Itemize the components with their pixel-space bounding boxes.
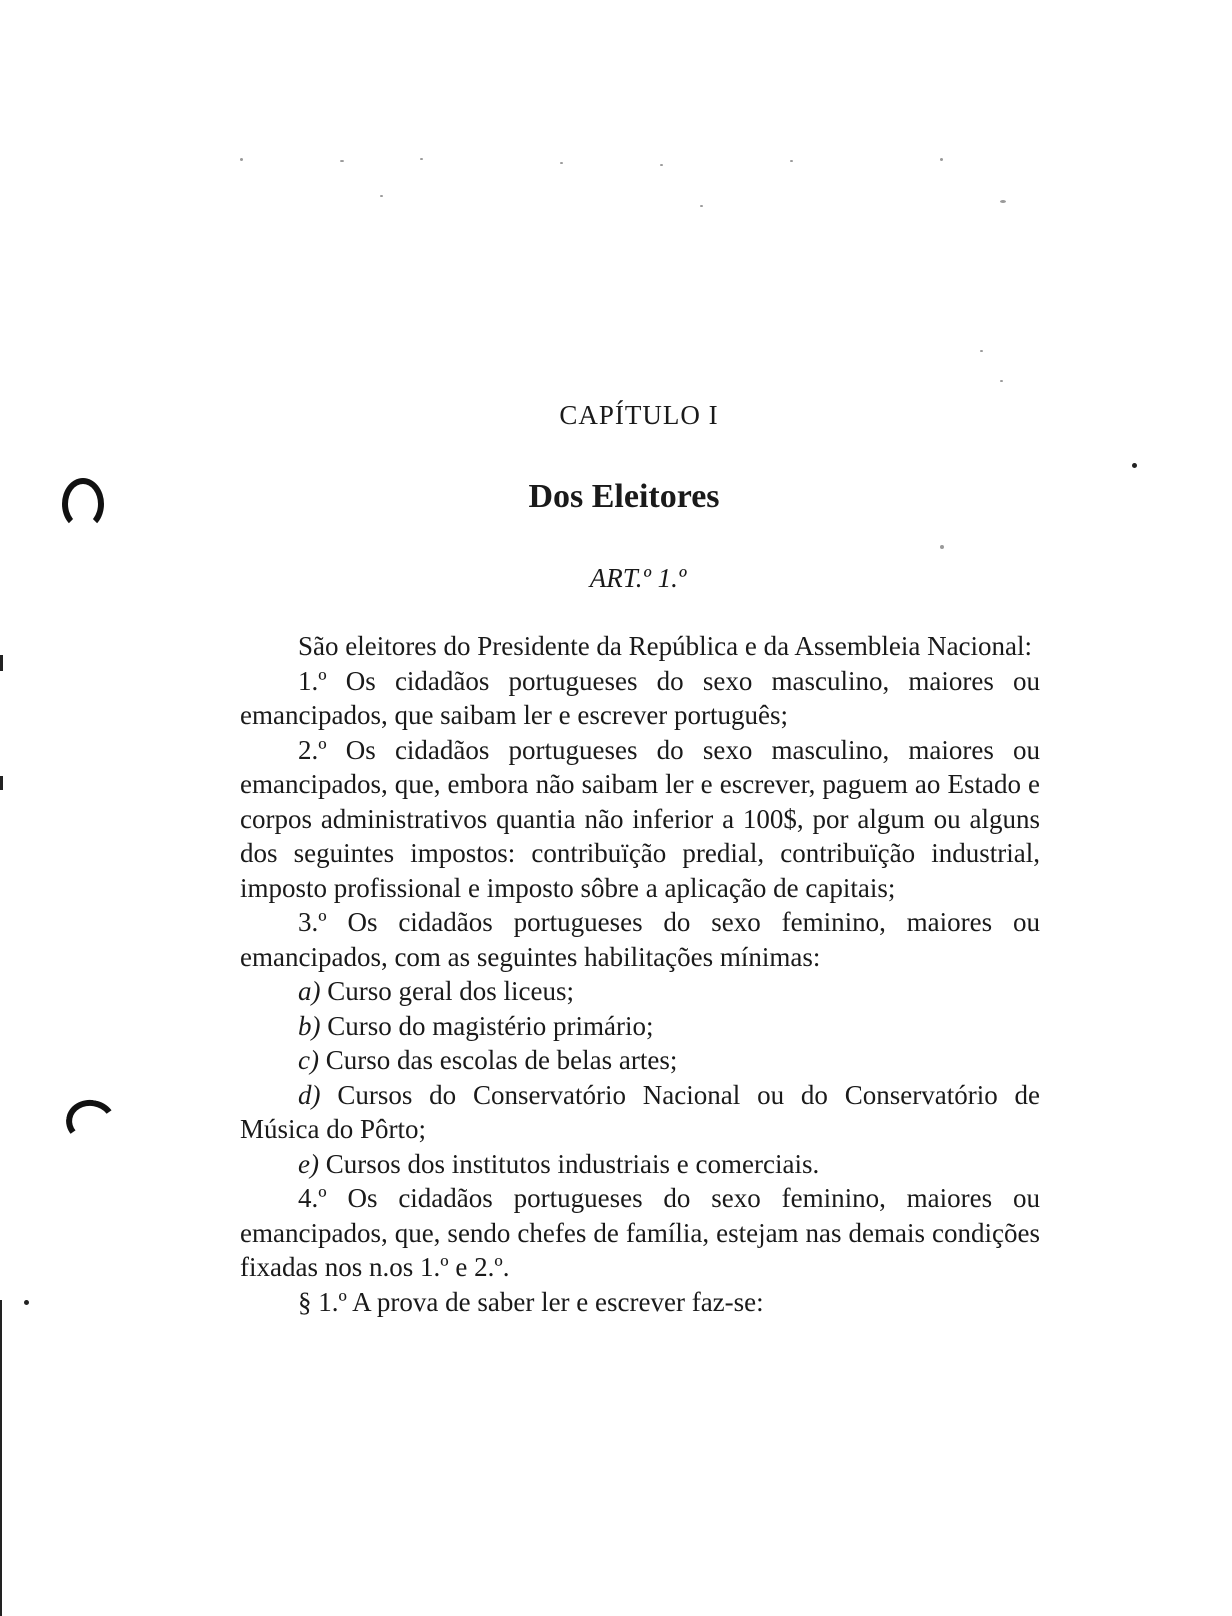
punch-hole-lower [63,1096,120,1148]
sub-item-label: b) [298,1010,321,1041]
section-paragraph [240,1285,1040,1320]
list-item [240,905,1040,974]
dust-speck [700,205,703,207]
dust-speck [560,162,563,164]
section-title: Dos Eleitores [528,478,720,515]
dust-speck [24,1300,29,1305]
article-number: ART.º 1.º [589,563,687,593]
sub-item [240,1078,1040,1147]
list-item [240,664,1040,733]
dust-speck [940,545,944,549]
item-text: Os cidadãos portugueses do sexo feminino, maiores ou emancipados, com as seguintes habilitações mínimas: [240,907,1040,972]
article-body [240,629,1040,1319]
item-text: Os cidadãos portugueses do sexo masculino, maiores ou emancipados, que saibam ler e escrever português; [240,665,1040,730]
dust-speck [240,158,243,161]
paragraph-label: § 1.º [298,1286,347,1317]
list-item [240,733,1040,906]
intro-paragraph: São eleitores do Presidente da República e da Assembleia Nacional: [298,631,1033,661]
sub-item-label: d) [298,1079,321,1110]
sub-item [240,974,1040,1009]
scan-edge-mark [0,1300,2,1616]
paragraph-text: A prova de saber ler e escrever faz-se: [352,1286,764,1317]
scan-edge-mark [0,655,3,671]
item-label: 3.º [298,907,327,937]
item-label: 1.º [298,665,327,696]
list-item [240,1181,1040,1285]
dust-speck [1000,200,1006,203]
dust-speck [380,195,383,197]
dust-speck [1000,380,1003,382]
dust-speck [340,160,344,162]
sub-item-label: a) [298,976,321,1006]
sub-item [240,1043,1040,1078]
item-text: Os cidadãos portugueses do sexo masculino, maiores ou emancipados, que, embora não saibam ler e escrever, paguem ao Estado e corpos administrativos quantia não inferior a 100$, por algum ou alguns dos seguintes impostos: contribuïção predial, contribuïção industrial, imposto profissional e imposto sôbre a aplicação de capitais; [240,734,1040,903]
item-label: 2.º [298,734,327,765]
sub-item [240,1147,1040,1182]
dust-speck [940,158,943,161]
chapter-heading: CAPÍTULO I [559,400,719,430]
dust-speck [1132,463,1137,468]
dust-speck [660,164,663,166]
dust-speck [420,158,423,160]
sub-item-text: Curso das escolas de belas artes; [325,1045,678,1075]
item-label: 4.º [298,1183,327,1213]
sub-item-text: Cursos dos institutos industriais e comerciais. [325,1148,820,1179]
sub-item-text: Curso geral dos liceus; [327,976,574,1006]
sub-item-label: c) [298,1045,319,1075]
item-text: Os cidadãos portugueses do sexo feminino, maiores ou emancipados, que, sendo chefes de família, estejam nas demais condições fixadas nos n.os 1.º e 2.º. [240,1183,1040,1282]
sub-item [240,1009,1040,1044]
sub-item-text: Cursos do Conservatório Nacional ou do Conservatório de Música do Pôrto; [240,1079,1041,1144]
sub-item-text: Curso do magistério primário; [327,1010,654,1041]
scan-edge-mark [0,776,3,790]
dust-speck [790,160,793,162]
dust-speck [980,350,983,352]
sub-item-label: e) [298,1148,319,1179]
